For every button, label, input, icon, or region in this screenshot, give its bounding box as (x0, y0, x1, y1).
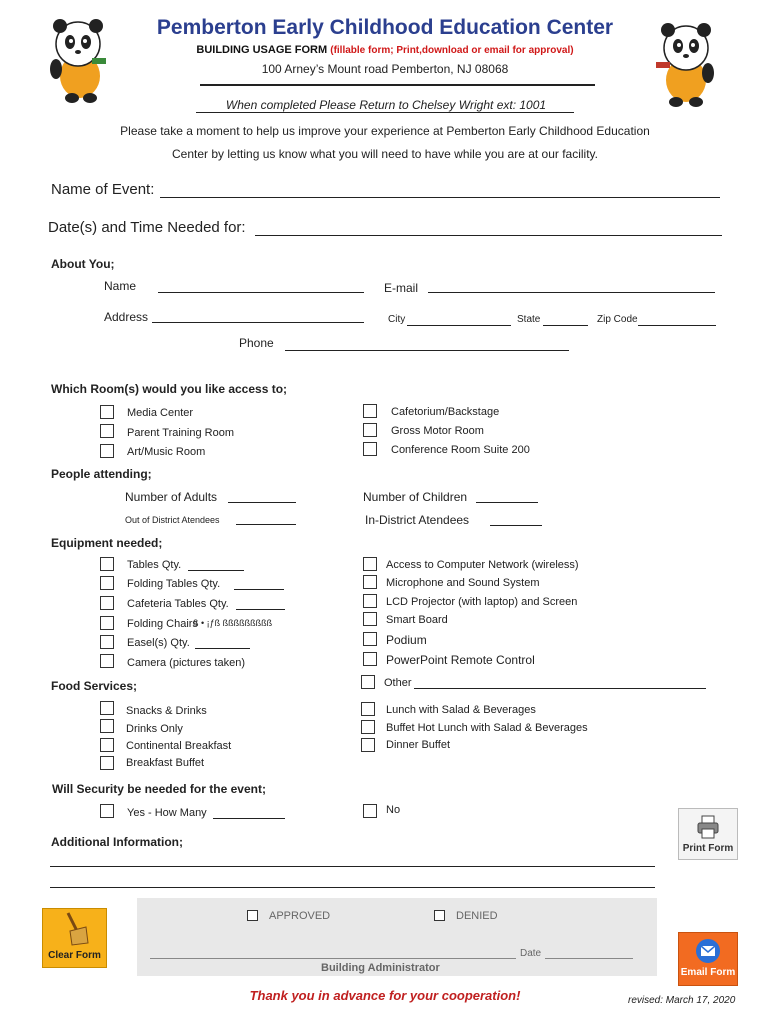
equipment-option: Easel(s) Qty. (127, 637, 190, 649)
other-field[interactable] (414, 688, 706, 689)
checkbox-dinner[interactable] (361, 738, 375, 752)
email-form-label: Email Form (680, 967, 736, 978)
room-option: Art/Music Room (127, 446, 206, 458)
admin-signature-field[interactable] (150, 958, 516, 959)
center-address: 100 Arney’s Mount road Pemberton, NJ 08068 (261, 62, 509, 76)
adults-label: Number of Adults (125, 490, 218, 504)
food-heading: Food Services; (51, 679, 138, 693)
room-option: Media Center (127, 407, 194, 419)
denied-label: DENIED (456, 910, 498, 922)
adults-field[interactable] (228, 502, 296, 503)
additional-heading: Additional Information; (51, 835, 183, 849)
children-field[interactable] (476, 502, 538, 503)
food-option: Continental Breakfast (126, 740, 232, 752)
checkbox-folding-chairs[interactable] (100, 616, 114, 630)
printer-icon (695, 814, 721, 840)
security-yes-label: Yes - How Many (127, 807, 207, 819)
address-field[interactable] (152, 322, 364, 323)
date-label: Date (520, 948, 542, 959)
equipment-option: Cafeteria Tables Qty. (127, 598, 229, 610)
form-note: (fillable form; Print,download or email for approval) (330, 45, 574, 56)
form-name: BUILDING USAGE FORM (196, 44, 328, 56)
food-option: Buffet Hot Lunch with Salad & Beverages (386, 722, 588, 734)
equipment-option: LCD Projector (with laptop) and Screen (386, 596, 578, 608)
food-option: Lunch with Salad & Beverages (386, 704, 536, 716)
email-icon (695, 938, 721, 964)
security-count-field[interactable] (213, 818, 285, 819)
checkbox-drinks[interactable] (100, 719, 114, 733)
security-heading: Will Security be needed for the event; (52, 782, 266, 796)
checkbox-tables[interactable] (100, 557, 114, 571)
equipment-option: PowerPoint Remote Control (386, 653, 535, 667)
divider (200, 84, 595, 86)
checkbox-continental[interactable] (100, 738, 114, 752)
print-form-label: Print Form (682, 843, 734, 854)
checkbox-breakfast-buffet[interactable] (100, 756, 114, 770)
email-field[interactable] (428, 292, 715, 293)
return-note: When completed Please Return to Chelsey Wright ext: 1001 (0, 98, 770, 112)
name-field[interactable] (158, 292, 364, 293)
out-district-field[interactable] (236, 524, 296, 525)
children-label: Number of Children (363, 490, 468, 504)
event-name-label: Name of Event: (51, 181, 155, 198)
checkbox-cafeteria-tables[interactable] (100, 596, 114, 610)
zip-label: Zip Code (597, 314, 638, 325)
checkbox-other[interactable] (361, 675, 375, 689)
food-option: Breakfast Buffet (126, 757, 205, 769)
checkbox-security-no[interactable] (363, 804, 377, 818)
room-option: Conference Room Suite 200 (391, 444, 530, 456)
intro-text: Please take a moment to help us improve your experience at Pemberton Early Childhood Education Center by letting us know what you will need to have while you are at our facility. (120, 124, 650, 161)
equipment-option: Camera (pictures taken) (127, 657, 245, 669)
out-district-label: Out of District Atendees (125, 515, 220, 525)
checkbox-projector[interactable] (363, 594, 377, 608)
equipment-option: Smart Board (386, 614, 448, 626)
print-form-button[interactable] (678, 808, 738, 860)
checkbox-lunch[interactable] (361, 702, 375, 716)
equipment-option: Access to Computer Network (wireless) (386, 559, 579, 571)
checkbox-room-art[interactable] (100, 444, 114, 458)
checkbox-hot-lunch[interactable] (361, 720, 375, 734)
additional-line-1[interactable] (50, 866, 655, 867)
phone-label: Phone (239, 336, 274, 350)
admin-date-field[interactable] (545, 958, 633, 959)
checkbox-room-media[interactable] (100, 405, 114, 419)
checkbox-folding-tables[interactable] (100, 576, 114, 590)
folding-tables-qty-field[interactable] (234, 589, 284, 590)
equipment-option: Podium (386, 633, 427, 647)
checkbox-approved[interactable] (247, 910, 258, 921)
easels-qty-field[interactable] (195, 648, 250, 649)
about-heading: About You; (51, 257, 115, 271)
room-option: Parent Training Room (127, 427, 234, 439)
food-option: Dinner Buffet (386, 739, 451, 751)
checkbox-room-parent[interactable] (100, 424, 114, 438)
checkbox-powerpoint[interactable] (363, 652, 377, 666)
checkbox-microphone[interactable] (363, 575, 377, 589)
checkbox-network[interactable] (363, 557, 377, 571)
event-name-field[interactable] (160, 197, 720, 198)
checkbox-room-conference[interactable] (363, 442, 377, 456)
equipment-option: Microphone and Sound System (386, 577, 540, 589)
clear-form-label: Clear Form (48, 950, 101, 961)
rooms-heading: Which Room(s) would you like access to; (51, 382, 288, 396)
checkbox-room-cafetorium[interactable] (363, 404, 377, 418)
food-option: Drinks Only (126, 723, 183, 735)
broom-icon (60, 911, 90, 947)
phone-field[interactable] (285, 350, 569, 351)
folding-chairs-qty[interactable]: ß • ¡ƒß ßßßßßßßßß (193, 618, 273, 628)
state-field[interactable] (543, 325, 588, 326)
email-form-button[interactable] (678, 932, 738, 986)
checkbox-easels[interactable] (100, 635, 114, 649)
tables-qty-field[interactable] (188, 570, 244, 571)
clear-form-button[interactable] (42, 908, 107, 968)
checkbox-camera[interactable] (100, 654, 114, 668)
thank-you-note: Thank you in advance for your cooperation! (249, 988, 521, 1003)
checkbox-podium[interactable] (363, 632, 377, 646)
equipment-option: Folding Tables Qty. (127, 578, 221, 590)
state-label: State (517, 314, 541, 325)
admin-label: Building Administrator (321, 962, 440, 974)
food-option: Snacks & Drinks (126, 705, 207, 717)
in-district-label: In-District Atendees (365, 513, 470, 527)
city-label: City (388, 314, 406, 325)
equipment-heading: Equipment needed; (51, 536, 163, 550)
cafeteria-tables-qty-field[interactable] (236, 609, 285, 610)
name-label: Name (104, 279, 137, 293)
approved-label: APPROVED (269, 910, 331, 922)
security-no-label: No (386, 804, 401, 816)
room-option: Cafetorium/Backstage (391, 406, 500, 418)
zip-field[interactable] (638, 325, 716, 326)
form-subtitle (0, 44, 770, 56)
additional-line-2[interactable] (50, 887, 655, 888)
event-date-label: Date(s) and Time Needed for: (48, 219, 246, 236)
email-label: E-mail (384, 281, 419, 295)
room-option: Gross Motor Room (391, 425, 484, 437)
address-label: Address (104, 310, 149, 324)
equipment-option: Folding Chairs (127, 618, 198, 630)
event-date-field[interactable] (255, 235, 722, 236)
checkbox-security-yes[interactable] (100, 804, 114, 818)
in-district-field[interactable] (490, 525, 542, 526)
city-field[interactable] (407, 325, 511, 326)
checkbox-room-gross-motor[interactable] (363, 423, 377, 437)
page-title: Pemberton Early Childhood Education Center (156, 16, 614, 39)
checkbox-denied[interactable] (434, 910, 445, 921)
checkbox-snacks[interactable] (100, 701, 114, 715)
attending-heading: People attending; (51, 467, 152, 481)
revised-date: revised: March 17, 2020 (628, 995, 736, 1006)
equipment-option: Other (384, 677, 412, 689)
checkbox-smartboard[interactable] (363, 612, 377, 626)
equipment-option: Tables Qty. (127, 559, 182, 571)
